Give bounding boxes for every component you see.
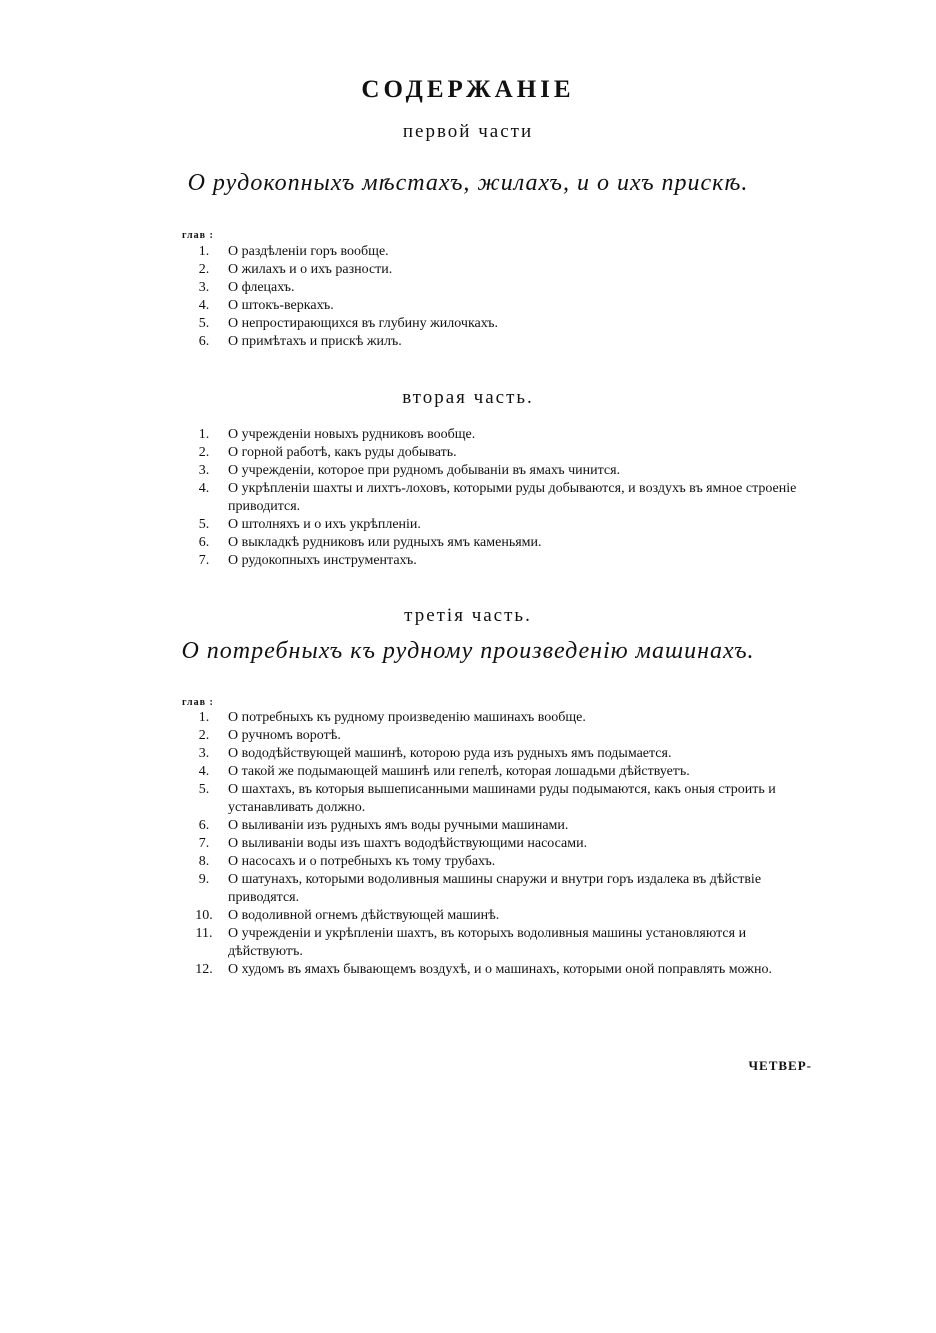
entry-number: 1. — [198, 244, 210, 259]
entry-number: 1. — [198, 710, 210, 725]
entry-number: 7. — [198, 836, 210, 851]
entry-number: 7. — [198, 553, 210, 568]
entry-text: О вододѣйствующей машинѣ, которою руда изъ рудныхъ ямъ подымается. — [228, 746, 672, 761]
part1-toc — [180, 243, 820, 351]
entry-text: О ручномъ воротѣ. — [228, 728, 341, 743]
entry-number: 4. — [198, 298, 210, 313]
entry-number: 6. — [198, 818, 210, 833]
toc-entry — [180, 817, 820, 835]
toc-entry — [180, 516, 820, 534]
entry-text: О шахтахъ, въ которыя вышеписанными машинами руды подымаются, какъ оныя строить и устанавливать должно. — [228, 782, 776, 815]
toc-entry — [180, 261, 820, 279]
entry-text: О рудокопныхъ инструментахъ. — [228, 553, 417, 568]
entry-number: 4. — [198, 481, 210, 496]
entry-text: О непростирающихся въ глубину жилочкахъ. — [228, 316, 498, 331]
entry-number: 5. — [198, 316, 210, 331]
entry-number: 2. — [198, 445, 210, 460]
toc-entry — [180, 709, 820, 727]
part3-glav-label: глав : — [182, 697, 214, 708]
entry-text: О раздѣленіи горъ вообще. — [228, 244, 389, 259]
page-title: СОДЕРЖАНІЕ — [361, 76, 575, 103]
part3-subtitle: третія часть. — [404, 605, 532, 626]
entry-number: 1. — [198, 427, 210, 442]
part2-subtitle: вторая часть. — [402, 387, 534, 408]
catchword: ЧЕТВЕР- — [748, 1058, 812, 1073]
entry-text: О шатунахъ, которыми водоливныя машины снаружи и внутри горъ издалека въ дѣйствіе приводятся. — [228, 872, 762, 905]
toc-entry — [180, 315, 820, 333]
entry-text: О учрежденіи новыхъ рудниковъ вообще. — [228, 427, 476, 442]
entry-text: О учрежденіи, которое при рудномъ добываніи въ ямахъ чинится. — [228, 463, 621, 478]
entry-text: О худомъ въ ямахъ бывающемъ воздухѣ, и о машинахъ, которыми оной поправлять можно. — [228, 962, 772, 977]
toc-entry — [180, 745, 820, 763]
entry-text: О такой же подымающей машинѣ или гепелѣ, которая лошадьми дѣйствуетъ. — [228, 764, 690, 779]
toc-entry — [180, 727, 820, 745]
entry-text: О выливаніи воды изъ шахтъ вододѣйствующими насосами. — [228, 836, 588, 851]
entry-text: О потребныхъ къ рудному произведенію машинахъ вообще. — [228, 710, 586, 725]
entry-number: 11. — [195, 926, 213, 941]
toc-entry — [180, 907, 820, 925]
toc-entry — [180, 426, 820, 444]
entry-text: О выливаніи изъ рудныхъ ямъ воды ручными машинами. — [228, 818, 569, 833]
entry-number: 10. — [195, 908, 213, 923]
entry-number: 4. — [198, 764, 210, 779]
entry-number: 3. — [198, 463, 210, 478]
entry-text: О выкладкѣ рудниковъ или рудныхъ ямъ каменьями. — [228, 535, 542, 550]
entry-number: 3. — [198, 746, 210, 761]
entry-number: 12. — [195, 962, 213, 977]
toc-entry — [180, 534, 820, 552]
entry-number: 2. — [198, 728, 210, 743]
toc-entry — [180, 961, 820, 979]
toc-entry — [180, 835, 820, 853]
entry-text: О флецахъ. — [228, 280, 295, 295]
toc-entry — [180, 781, 820, 817]
entry-text: О укрѣпленіи шахты и лихтъ-лоховъ, которыми руды добываются, и воздухъ въ ямное строеніе приводится. — [228, 481, 797, 514]
toc-entry — [180, 444, 820, 462]
entry-text: О примѣтахъ и прискѣ жилъ. — [228, 334, 402, 349]
toc-entry — [180, 333, 820, 351]
entry-number: 5. — [198, 782, 210, 797]
part1-heading: О рудокопныхъ мѣстахъ, жилахъ, и о ихъ прискѣ. — [187, 170, 749, 196]
entry-text: О штолняхъ и о ихъ укрѣпленіи. — [228, 517, 421, 532]
toc-entry — [180, 279, 820, 297]
toc-entry — [180, 243, 820, 261]
toc-entry — [180, 763, 820, 781]
entry-number: 2. — [198, 262, 210, 277]
entry-number: 5. — [198, 517, 210, 532]
entry-number: 6. — [198, 334, 210, 349]
entry-text: О учрежденіи и укрѣпленіи шахтъ, въ которыхъ водоливныя машины установляются и дѣйствуютъ. — [228, 926, 747, 959]
entry-text: О горной работѣ, какъ руды добывать. — [228, 445, 457, 460]
toc-entry — [180, 480, 820, 516]
entry-number: 6. — [198, 535, 210, 550]
entry-number: 8. — [198, 854, 210, 869]
toc-entry — [180, 871, 820, 907]
entry-text: О насосахъ и о потребныхъ къ тому трубахъ. — [228, 854, 496, 869]
part2-toc — [180, 426, 820, 570]
entry-text: О жилахъ и о ихъ разности. — [228, 262, 393, 277]
part3-toc — [180, 709, 820, 979]
part1-subtitle: первой части — [402, 121, 534, 142]
toc-entry — [180, 853, 820, 871]
toc-entry — [180, 297, 820, 315]
toc-entry — [180, 462, 820, 480]
part3-heading: О потребныхъ къ рудному произведенію машинахъ. — [181, 638, 755, 664]
entry-text: О водоливной огнемъ дѣйствующей машинѣ. — [228, 908, 500, 923]
entry-number: 9. — [198, 872, 210, 887]
entry-text: О штокъ-веркахъ. — [228, 298, 334, 313]
part1-glav-label: глав : — [182, 230, 214, 241]
toc-entry — [180, 925, 820, 961]
toc-entry — [180, 552, 820, 570]
entry-number: 3. — [198, 280, 210, 295]
